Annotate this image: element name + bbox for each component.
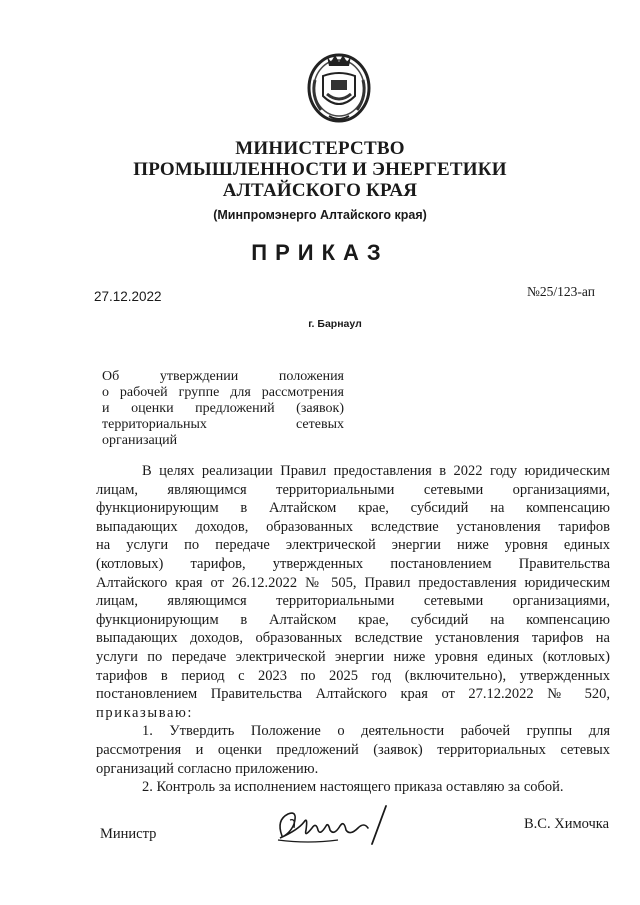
body-line: функционирующим в Алтайском крае, субсидий на компенсацию [96, 500, 610, 517]
body-line: рассмотрения и оценки предложений (заявок) территориальных сетевых [96, 741, 610, 758]
ministry-line-2: ПРОМЫШЛЕННОСТИ И ЭНЕРГЕТИКИ [133, 159, 507, 180]
body-line: постановлением Правительства Алтайского края от 27.12.2022 № 520, [96, 686, 610, 703]
ministry-line-3: АЛТАЙСКОГО КРАЯ [222, 180, 418, 201]
body-line: выпадающих доходов, образованных вследствие установления тарифов на [96, 630, 610, 647]
issue-city: г. Барнаул [308, 318, 362, 330]
order-number: №25/123-ап [527, 284, 595, 299]
signer-name: В.С. Химочка [524, 816, 610, 832]
order-body [96, 462, 610, 797]
body-line: лицам, являющимся территориальными сетевыми организациями, [96, 593, 610, 610]
body-line: (котловых) тарифов, утвержденных постановлением Правительства [96, 555, 610, 572]
signer-title: Министр [100, 826, 157, 842]
document-type-title: ПРИКАЗ [251, 240, 389, 265]
body-line: тарифов в период с 2023 по 2025 год (включительно), утвержденных [96, 667, 610, 684]
subject-line: территориальных сетевых [102, 417, 344, 432]
handwritten-signature [268, 800, 418, 850]
subject-line: о рабочей группе для рассмотрения [102, 385, 344, 400]
body-line: лицам, являющимся территориальными сетевыми организациями, [96, 481, 610, 498]
body-line: Алтайского края от 26.12.2022 № 505, Правил предоставления юридическим [96, 574, 610, 591]
coat-of-arms-icon [305, 50, 373, 124]
ministry-short-name: (Минпромэнерго Алтайского края) [213, 208, 427, 222]
body-line-decree: приказываю: [96, 704, 194, 721]
subject-line: Об утверждении положения [102, 369, 344, 384]
body-item-1: 1. Утвердить Положение о деятельности рабочей группы для [142, 723, 610, 740]
order-subject [102, 369, 344, 449]
body-item-2: 2. Контроль за исполнением настоящего приказа оставляю за собой. [142, 779, 564, 796]
subject-line: и оценки предложений (заявок) [102, 401, 344, 416]
ministry-name [0, 138, 640, 201]
body-line: на услуги по передаче электрической энергии ниже уровня единых [96, 537, 610, 554]
body-line: функционирующим в Алтайском крае, субсидий на компенсацию [96, 611, 610, 628]
subject-line: организаций [102, 433, 178, 448]
body-line: услуги по передаче электрической энергии ниже уровня единых (котловых) [96, 648, 610, 665]
body-line: выпадающих доходов, образованных вследствие установления тарифов [96, 518, 610, 535]
ministry-line-1: МИНИСТЕРСТВО [235, 138, 405, 159]
body-line: организаций согласно приложению. [96, 760, 319, 777]
order-date: 27.12.2022 [94, 289, 162, 304]
body-line: В целях реализации Правил предоставления в 2022 году юридическим [142, 463, 610, 479]
